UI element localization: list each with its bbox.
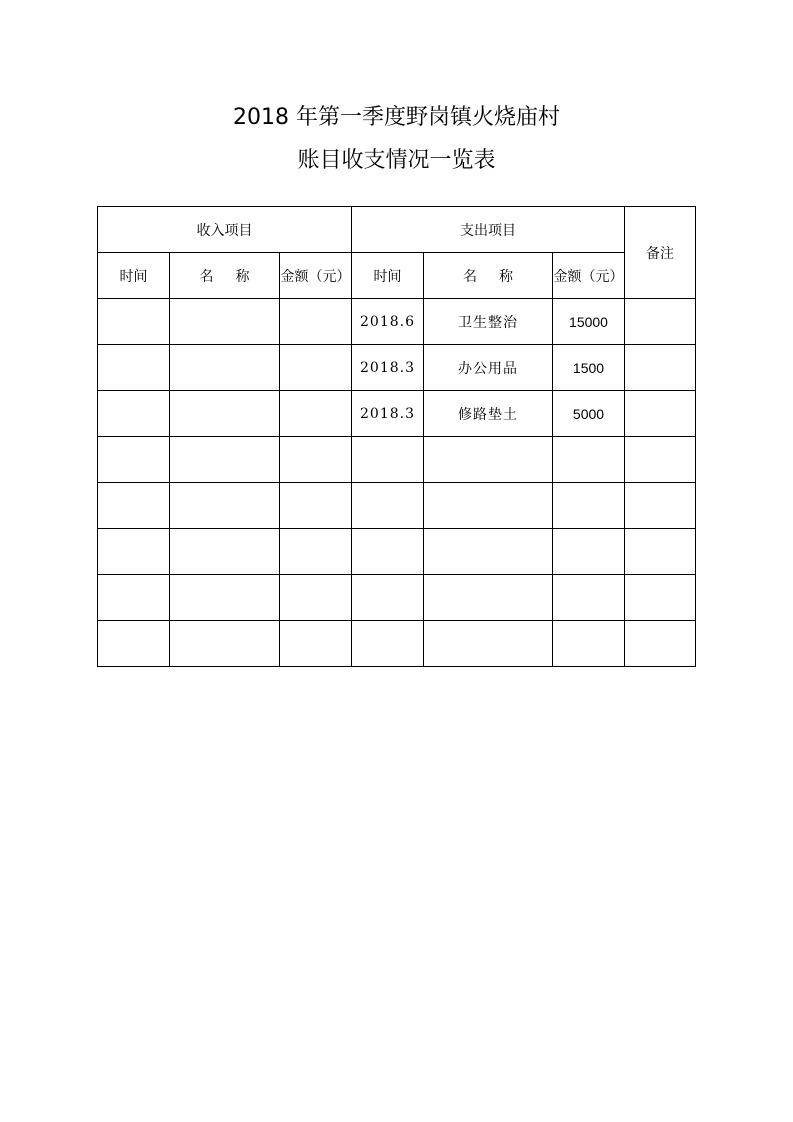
- expense-name-cell: 修路垫土: [424, 391, 553, 437]
- income-amount-header: 金额（元）: [280, 253, 352, 299]
- empty-cell: [352, 621, 424, 667]
- empty-cell: [553, 529, 625, 575]
- empty-cell: [170, 575, 280, 621]
- expense-amount-header: 金额（元）: [553, 253, 625, 299]
- expense-amount-cell: 1500: [553, 345, 625, 391]
- note-header: 备注: [625, 207, 696, 299]
- document-title-line-1: 2018 年第一季度野岗镇火烧庙村: [233, 105, 560, 130]
- income-name-cell: [170, 391, 280, 437]
- income-name-cell: [170, 299, 280, 345]
- empty-cell: [625, 621, 696, 667]
- note-cell: [625, 391, 696, 437]
- table-row: [98, 299, 696, 345]
- empty-cell: [280, 437, 352, 483]
- empty-cell: [170, 621, 280, 667]
- income-time-header: 时间: [98, 253, 170, 299]
- empty-cell: [98, 483, 170, 529]
- expense-amount-cell: 15000: [553, 299, 625, 345]
- empty-cell: [280, 621, 352, 667]
- income-name-header-char-1: 名: [199, 268, 214, 285]
- expense-time-header: 时间: [352, 253, 424, 299]
- income-name-header-char-2: 称: [235, 268, 250, 285]
- empty-cell: [280, 483, 352, 529]
- empty-cell: [625, 483, 696, 529]
- income-group-header: 收入项目: [98, 207, 352, 253]
- table-row-empty: [98, 437, 696, 483]
- note-cell: [625, 299, 696, 345]
- table-row: [98, 345, 696, 391]
- income-time-cell: [98, 299, 170, 345]
- empty-cell: [98, 529, 170, 575]
- empty-cell: [98, 575, 170, 621]
- expense-name-header: [424, 253, 553, 299]
- income-time-cell: [98, 345, 170, 391]
- empty-cell: [280, 575, 352, 621]
- empty-cell: [424, 529, 553, 575]
- expense-name-header-char-1: 名: [463, 268, 477, 285]
- expense-group-header: 支出项目: [352, 207, 625, 253]
- expense-name-header-char-2: 称: [499, 268, 513, 285]
- document-title-line-2: 账目收支情况一览表: [297, 148, 496, 173]
- expense-name-cell: 卫生整治: [424, 299, 553, 345]
- empty-cell: [424, 621, 553, 667]
- income-name-cell: [170, 345, 280, 391]
- empty-cell: [625, 437, 696, 483]
- empty-cell: [625, 575, 696, 621]
- expense-time-cell: 2018.3: [352, 391, 424, 437]
- expense-name-cell: 办公用品: [424, 345, 553, 391]
- empty-cell: [352, 437, 424, 483]
- empty-cell: [352, 483, 424, 529]
- income-time-cell: [98, 391, 170, 437]
- empty-cell: [280, 529, 352, 575]
- expense-amount-cell: 5000: [553, 391, 625, 437]
- empty-cell: [553, 575, 625, 621]
- empty-cell: [352, 529, 424, 575]
- empty-cell: [553, 621, 625, 667]
- table-row-empty: [98, 483, 696, 529]
- empty-cell: [170, 437, 280, 483]
- empty-cell: [98, 437, 170, 483]
- income-name-header: [170, 253, 280, 299]
- income-amount-cell: [280, 345, 352, 391]
- empty-cell: [98, 621, 170, 667]
- header-row-columns: [98, 253, 696, 299]
- empty-cell: [625, 529, 696, 575]
- table-row: [98, 391, 696, 437]
- empty-cell: [170, 529, 280, 575]
- table-row-empty: [98, 529, 696, 575]
- expense-time-cell: 2018.6: [352, 299, 424, 345]
- note-cell: [625, 345, 696, 391]
- income-amount-cell: [280, 299, 352, 345]
- empty-cell: [170, 483, 280, 529]
- table-row-empty: [98, 575, 696, 621]
- empty-cell: [553, 483, 625, 529]
- table-row-empty: [98, 621, 696, 667]
- empty-cell: [424, 575, 553, 621]
- empty-cell: [553, 437, 625, 483]
- header-row-groups: [98, 207, 696, 253]
- empty-cell: [352, 575, 424, 621]
- expense-time-cell: 2018.3: [352, 345, 424, 391]
- empty-cell: [424, 437, 553, 483]
- ledger-table: [97, 206, 696, 667]
- income-amount-cell: [280, 391, 352, 437]
- empty-cell: [424, 483, 553, 529]
